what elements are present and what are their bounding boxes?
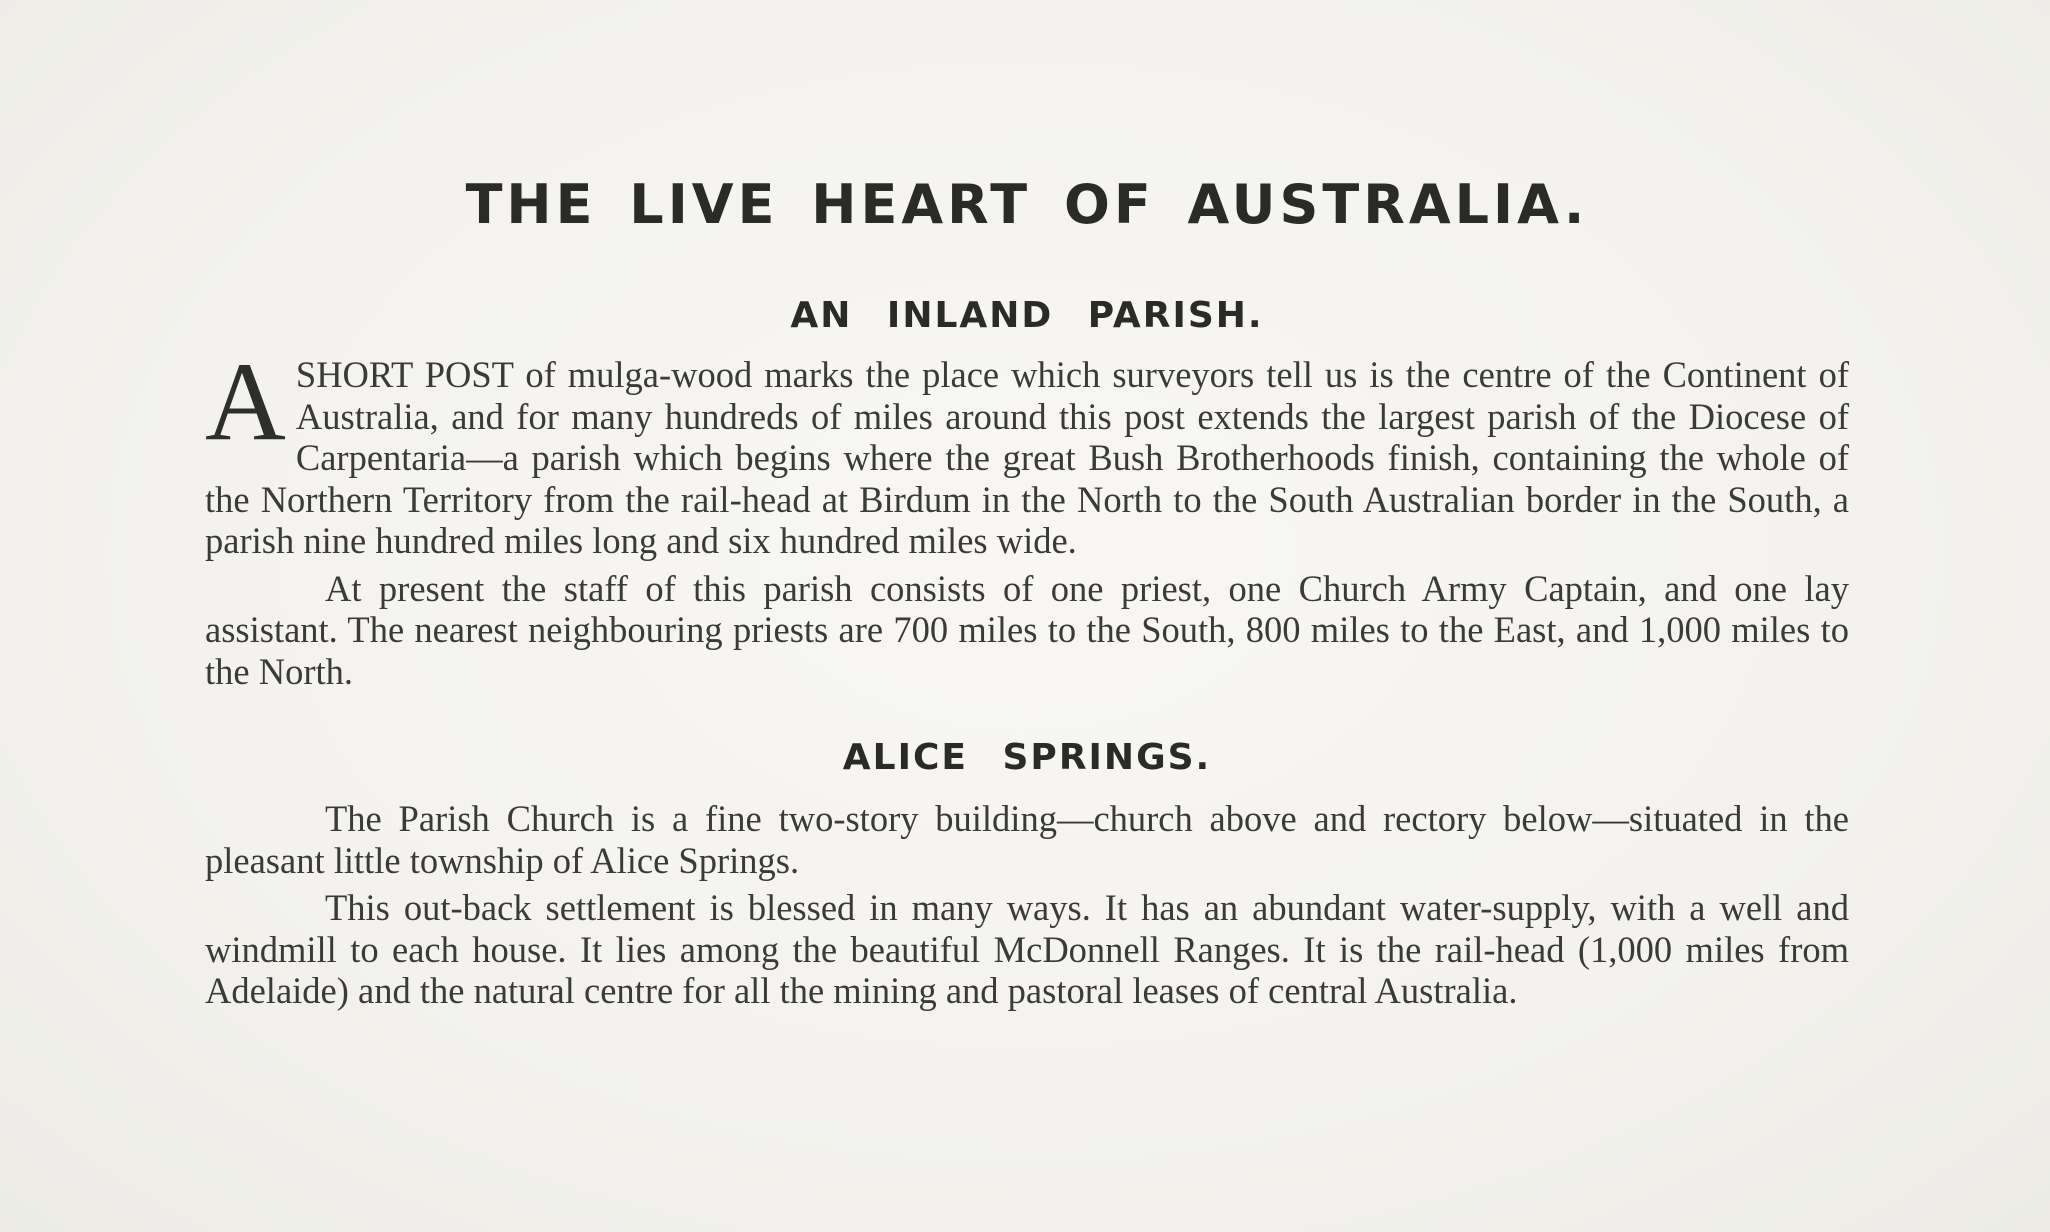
paragraph-inland-parish-2: At present the staff of this parish consists of one priest, one Church Army Captain, and one lay assistant. The nearest neighbouring priests are 700 miles to the South, 800 miles to the East, and 1,000 miles to the North. — [205, 567, 1849, 692]
document-body — [205, 170, 1849, 1012]
paragraph-inland-parish-1 — [205, 340, 1849, 562]
drop-cap: A — [205, 340, 286, 464]
section-heading-inland-parish: AN INLAND PARISH. — [790, 295, 1264, 336]
paragraph-alice-springs-1: The Parish Church is a fine two-story building—church above and rectory below—situated in the pleasant little township of Alice Springs. — [205, 798, 1849, 881]
page-title: THE LIVE HEART OF AUSTRALIA. — [465, 173, 1589, 236]
section-heading-alice-springs: ALICE SPRINGS. — [842, 737, 1212, 778]
paragraph-alice-springs-2: This out-back settlement is blessed in many ways. It has an abundant water-supply, with a well and windmill to each house. It lies among the beautiful McDonnell Ranges. It is the rail-head (1,000 miles from Adelaide) and the natural centre for all the mining and pastoral leases of central Australia. — [205, 887, 1849, 1011]
paragraph-text: SHORT POST of mulga-wood marks the place which surveyors tell us is the centre of the Continent of Australia, and for many hundreds of miles around this post extends the largest parish of the Diocese of Carpentaria—a parish which begins where the great Bush Brotherhoods finish, containing the whole of the Northern Territory from the rail-head at Birdum in the North to the South Australian border in the South, a parish nine hundred miles long and six hundred miles wide. — [205, 354, 1849, 561]
